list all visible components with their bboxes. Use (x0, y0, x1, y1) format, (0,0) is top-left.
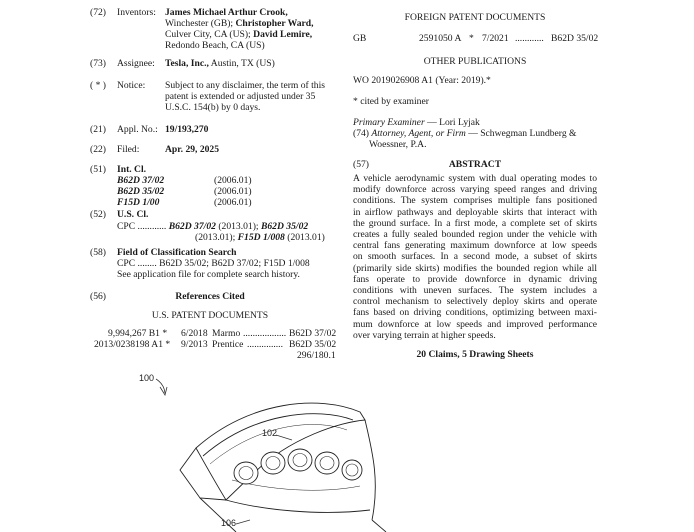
int-cl-date-1: (2006.01) (214, 175, 252, 186)
reference-dots: ............... (247, 339, 283, 350)
abstract-line: mum downforce at low speeds and improved performance (353, 318, 597, 330)
inventors-line-3 (165, 29, 312, 40)
us-cl-cpc: CPC (117, 221, 136, 232)
notice-line-3: U.S.C. 154(b) by 0 days. (165, 102, 261, 113)
field-search-note: See application file for complete search history. (117, 269, 300, 280)
filed-code: (22) (90, 144, 106, 155)
foreign-number: 2591050 A (419, 33, 462, 44)
us-cl-date-3: (2013.01) (287, 232, 325, 243)
reference-date: 9/2013 (181, 339, 208, 350)
attorney-name-2: Woessner, P.A. (369, 139, 427, 150)
int-cl-date-2: (2006.01) (214, 186, 252, 197)
foreign-country: GB (353, 33, 367, 44)
primary-examiner-name: — Lori Lyjak (424, 117, 480, 128)
us-cl-label: U.S. Cl. (117, 209, 149, 220)
ref-numeral-106: 106 (221, 518, 237, 528)
attorney-label: Attorney, Agent, or Firm (371, 128, 466, 139)
assignee-location: Austin, TX (US) (210, 58, 275, 69)
reference-number: 9,994,267 B1 * (108, 328, 168, 339)
ref-100-leader (156, 379, 165, 393)
us-cl-line-1 (117, 221, 308, 232)
assignee-label: Assignee: (117, 58, 155, 69)
assignee-code: (73) (90, 58, 106, 69)
abstract-line: (primarily side skirts) modifies the bounded region while all (353, 262, 597, 274)
us-cl-line-2 (195, 232, 325, 243)
references-heading: References Cited (175, 291, 245, 302)
assignee-name: Tesla, Inc., (165, 58, 209, 69)
ref-numeral-102: 102 (262, 428, 278, 438)
reference-extra-class: 296/180.1 (297, 350, 336, 361)
ref-106-leader (236, 520, 250, 524)
int-cl-code: (51) (90, 164, 106, 175)
abstract-line: central fans generating maximum downforce at low speeds (353, 240, 597, 252)
int-cl-class-2: B62D 35/02 (117, 186, 165, 197)
abstract-heading: ABSTRACT (448, 159, 502, 170)
inventor-name-3: David Lemire, (253, 29, 313, 40)
us-cl-date-2: (2013.01); (195, 232, 236, 243)
claims-sheets: 20 Claims, 5 Drawing Sheets (416, 349, 534, 360)
inventors-line-1 (165, 7, 288, 18)
us-cl-dots: ............ (137, 221, 167, 232)
abstract-line: fans based on driving conditions, optimizing between maxi- (353, 307, 597, 319)
abstract-line: in airflow pathways and deployable skirts that interact with (353, 206, 597, 218)
attorney-name-1: — Schwegman Lundberg & (465, 128, 577, 139)
attorney-code: (74) (353, 128, 369, 139)
foreign-class: B62D 35/02 (551, 33, 599, 44)
other-publications-heading: OTHER PUBLICATIONS (423, 56, 527, 67)
us-cl-class-2: B62D 35/02 (260, 221, 309, 232)
references-code: (56) (90, 291, 106, 302)
inventors-code: (72) (90, 7, 106, 18)
abstract-line: conditions with uneven surfaces. The system includes a (353, 285, 597, 297)
reference-number: 2013/0238198 A1 * (94, 339, 171, 350)
us-cl-class-1: B62D 37/02 (168, 221, 216, 232)
abstract-line: control mechanism to selectively deploy skirts and operate (353, 296, 597, 308)
abstract-line: on smooth surfaces. In a second mode, a subset of skirts (353, 251, 597, 263)
inventor-location-3: Redondo Beach, CA (US) (165, 40, 265, 51)
notice-code: ( * ) (90, 80, 106, 91)
abstract-line: the ground surface. In a first mode, a complete set of skirts (353, 217, 597, 229)
us-cl-code: (52) (90, 209, 106, 220)
foreign-dots: ............ (515, 33, 544, 44)
patent-drawing (0, 360, 694, 532)
reference-class: B62D 35/02 (289, 339, 337, 350)
filed-date: Apr. 29, 2025 (165, 144, 220, 155)
fan-hub (346, 464, 358, 476)
filed-label: Filed: (117, 144, 140, 155)
reference-date: 6/2018 (181, 328, 208, 339)
abstract-code: (57) (353, 159, 369, 170)
reference-name: Prentice (212, 339, 244, 350)
inventor-name-2: Christopher Ward, (235, 18, 314, 29)
foreign-date: 7/2021 (482, 33, 509, 44)
reference-dots: .................. (243, 328, 287, 339)
notice-line-2: patent is extended or adjusted under 35 (165, 91, 316, 102)
abstract-line: fans operate to provide downforce in dynamic driving (353, 273, 597, 285)
notice-label: Notice: (117, 80, 146, 91)
appl-number: 19/193,270 (165, 124, 209, 135)
ref-numeral-100: 100 (139, 373, 155, 383)
foreign-docs-heading: FOREIGN PATENT DOCUMENTS (404, 12, 546, 23)
abstract-line: creates a fully sealed bounded region under the vehicle with (353, 229, 597, 241)
assignee-line (165, 58, 275, 69)
primary-examiner-line (353, 117, 480, 128)
attorney-line-1 (353, 128, 576, 139)
inventor-name-1: James Michael Arthur Crook, (165, 7, 288, 18)
other-publication-entry: WO 2019026908 A1 (Year: 2019).* (353, 75, 491, 86)
abstract-line: over varying terrain at higher speeds. (353, 329, 496, 341)
field-search-label: Field of Classification Search (117, 247, 237, 258)
foreign-star: * (469, 33, 474, 44)
fan-hub (266, 457, 280, 470)
us-cl-date-1: (2013.01); (218, 221, 259, 232)
us-patent-docs-heading: U.S. PATENT DOCUMENTS (151, 310, 269, 321)
int-cl-label: Int. Cl. (117, 164, 147, 175)
fan-hub (320, 457, 334, 470)
abstract-line: modify downforce across varying speed ranges and driving (353, 184, 597, 196)
int-cl-date-3: (2006.01) (214, 197, 252, 208)
abstract-line: conditions. The system comprises multiple fans positioned (353, 195, 597, 207)
reference-class: B62D 37/02 (289, 328, 337, 339)
inventor-location-1: Winchester (GB); (165, 18, 234, 29)
field-search-code: (58) (90, 247, 106, 258)
inventors-label: Inventors: (117, 7, 156, 18)
cited-by-examiner: * cited by examiner (353, 96, 429, 107)
us-cl-class-3: F15D 1/008 (237, 232, 285, 243)
field-search-cpc: CPC ........ B62D 35/02; B62D 37/02; F15D 1/008 (117, 258, 310, 269)
fan-hub (293, 454, 307, 467)
fan-hub (239, 467, 253, 480)
primary-examiner-label: Primary Examiner (353, 117, 425, 128)
appl-code: (21) (90, 124, 106, 135)
inventor-location-2: Culver City, CA (US); (165, 29, 251, 40)
inventors-line-2 (165, 18, 314, 29)
notice-line-1: Subject to any disclaimer, the term of this (165, 80, 326, 91)
abstract-line: A vehicle aerodynamic system with dual operating modes to (353, 173, 597, 184)
appl-label: Appl. No.: (117, 124, 158, 135)
int-cl-class-3: F15D 1/00 (117, 197, 160, 208)
reference-name: Marmo (212, 328, 241, 339)
abstract-body (353, 173, 597, 341)
int-cl-class-1: B62D 37/02 (117, 175, 165, 186)
